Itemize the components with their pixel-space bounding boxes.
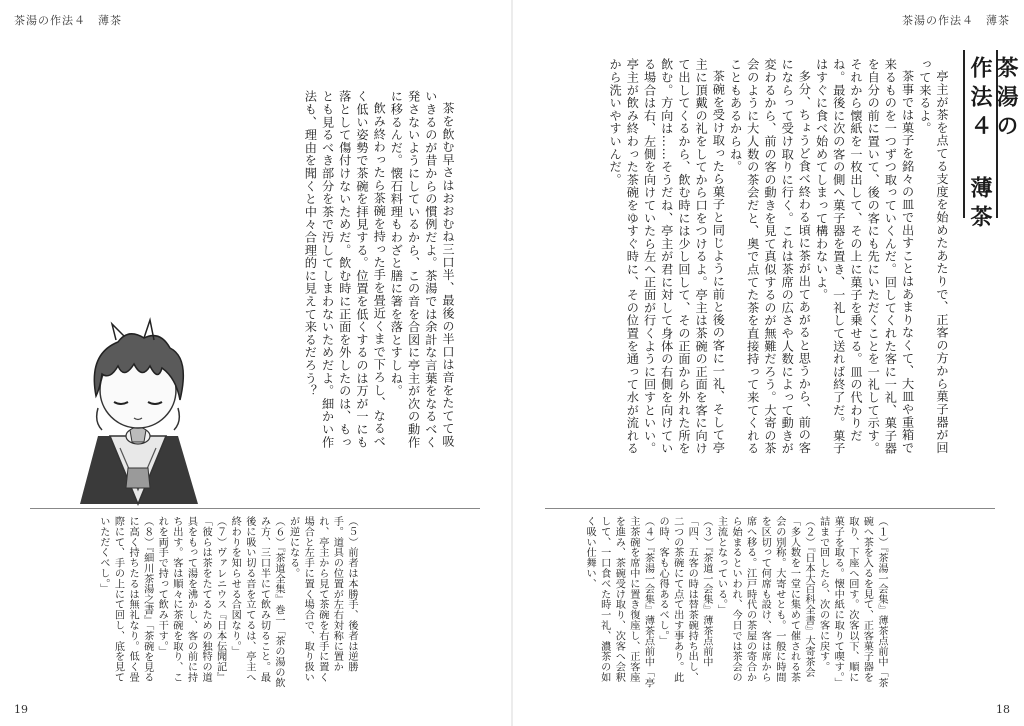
note-item: （３）『茶道一会集』薄茶点前中「四、五客の時は替茶碗持ち出し、二つの茶碗にて点て出す事あり。此の時、客も心得あるべし。」 xyxy=(657,516,712,683)
note-item: （２）『日本大百科全書』大寄茶会「多人数を一堂に集めて催される茶会の別称。大寄せとも。一般に時間を区切って何席も設け、客は席から席へ移る。江戸時代の茶屋の寄合から始まるといわれ、今日では茶会の主流となっている。」 xyxy=(715,516,815,683)
note-item: （６）『茶道全集』巻一「茶の湯の飲み方、三口半にて飲み切ること。最後に吸い切る音を立てるは、亭主へ終わりを知らせる合図なり。」 xyxy=(229,516,285,688)
body-paragraph: 亭主が茶を点てる支度を始めたあたりで、正客の方から菓子器が回って来るよ。 xyxy=(917,58,949,455)
character-illustration xyxy=(58,318,218,508)
running-head-left: 茶湯の作法４ 薄茶 xyxy=(14,14,122,27)
left-page-body xyxy=(303,90,456,456)
note-item: （５）前者は本勝手、後者は逆勝手。道具の位置が左右対称に置かれ、亭主から見て茶碗を右手に置く場合と左手に置く場合で、取り扱いが逆になる。 xyxy=(287,516,357,683)
left-page-notes xyxy=(30,516,358,692)
notes-rule-right xyxy=(545,508,995,509)
body-paragraph: 茶事では菓子を銘々の皿で出すことはあまりなくて、大皿や重箱で来るものを一つずつ取っていくんだ。回してくれた客に一礼、菓子器を自分の前に置いて、後の客にも先にいただくことを一礼して示す。それから懐紙を一枚出して、その上に菓子を乗せる。皿の代わりだね。最後に次の客の側へ菓子器を置き、一礼して送れば終了だ。菓子はすぐに食べ始めてしまって構わないよ。 xyxy=(814,58,915,455)
chapter-title: 茶湯の作法４ xyxy=(967,56,1019,143)
title-rule-right xyxy=(963,50,965,218)
notes-rule-left xyxy=(30,508,480,509)
body-paragraph: 茶碗を受け取ったら菓子と同じように前と後の客に一礼、そして亭主に頂戴の礼をしてから口をつけるよ。亭主は茶碗の正面を客に向けて出してくるから、飲む時には少し回して、その正面から外れた所を飲む。方向は……そうだね、亭主が君に対して身体の右側を向けている場合は右、左側を向けていたら左へ正面が行くように回すといい。亭主が飲み終わった茶碗をゆすぐ時に、その位置を通って水が流れるから洗いやすいんだ。 xyxy=(608,58,726,455)
body-paragraph: 飲み終わったら茶碗を持った手を畳近くまで下ろし、なるべく低い姿勢で茶碗を拝見する。位置を低くするのは万が一にも落として傷付けないためだ。飲む時に正面を外したのは、もっとも見るべき部分を茶で汚してしまわないためだよ。細かい作法も、理由を聞くと中々合理的に見えて来るだろう？ xyxy=(303,90,387,449)
note-item: （４）『茶湯一会集』薄茶点前中「亭主茶碗を席中に置き復座し、正客座を進み、茶碗受け取り、次客へ会釈して、一口食べた時一礼、濃茶の如く吸い仕舞い、 xyxy=(584,516,654,688)
running-head-right: 茶湯の作法４ 薄茶 xyxy=(902,14,1010,27)
note-item: （７）ヴァレニウス『日本伝聞記』「彼らは茶をたてるための独特の道具をもって湯を沸かし、客の前に持ち出す。客は順々に茶碗を取り、これを両手で持って飲み干す。」 xyxy=(156,516,226,683)
gutter xyxy=(511,0,513,726)
note-item: （８）『細川茶湯之書』「茶碗を見るに高く持ちたるは無礼なり。低く畳際にて、手の上にて回し、底を見ていただくべし。」 xyxy=(97,516,153,683)
body-paragraph: 茶を飲む早さはおおむね三口半、最後の半口は音をたてて吸いきるのが昔からの慣例だよ。茶湯では余計な言葉をなるべく発さないようにしているから、この音を合図に亭主が次の動作に移るんだ。懐石料理もわざと膳に箸を落とすしね。 xyxy=(389,90,455,449)
body-paragraph: 多分、ちょうど食べ終わる頃に茶が出てあがると思うから、前の客にならって受け取りに行く。これは茶席の広さや人数によって動きが変わるから、前の客の動きを見て真似するのが無難だろう。大寄の茶会のように大人数の茶会だと、奥で点てた茶を直接持って来てくれることもあるからね。 xyxy=(728,58,812,455)
right-page-body xyxy=(578,58,950,456)
page-number-left: 19 xyxy=(14,703,28,716)
right-page-notes xyxy=(566,516,888,692)
page-number-right: 18 xyxy=(996,703,1010,716)
chapter-subtitle: 薄茶 xyxy=(967,176,993,234)
note-item: （１）『茶湯一会集』薄茶点前中「茶碗へ茶を入るを見て、正客菓子器を取り、下座へ回す。次客以下、順に菓子を取る。懐中紙に取りて喫す。」詰まで回したら、次の客に戻す。 xyxy=(817,516,887,688)
